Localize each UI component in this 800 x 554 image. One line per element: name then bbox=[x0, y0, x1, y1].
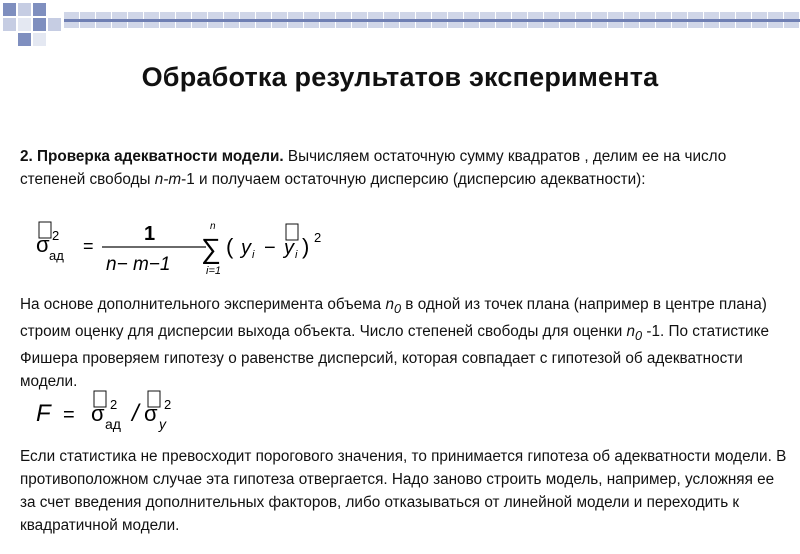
sigma-exponent: 2 bbox=[164, 397, 172, 412]
sigma-subscript: y bbox=[159, 416, 166, 432]
minus-sign: − bbox=[264, 237, 276, 259]
var-n-subscript: 0 bbox=[635, 328, 643, 344]
var-n0 bbox=[385, 296, 402, 317]
paragraph-text: в одной из точек плана (например в центре плана) строим оценку для дисперсии выхода объекта. Число степеней свободы для оценки bbox=[20, 296, 767, 341]
division-slash: / bbox=[132, 400, 139, 427]
deco-square bbox=[48, 18, 61, 31]
sigma-subscript: ад bbox=[49, 248, 64, 263]
open-paren: ( bbox=[226, 234, 234, 259]
sum-upper-limit: n bbox=[210, 221, 216, 232]
deco-square bbox=[3, 18, 16, 31]
header-rule-line bbox=[64, 19, 800, 22]
sigma-symbol: σ bbox=[144, 401, 158, 426]
var-y-hat: y bbox=[284, 237, 294, 259]
equals-sign: = bbox=[63, 404, 75, 426]
slide-title: Обработка результатов эксперимента bbox=[141, 62, 659, 92]
var-n: n bbox=[385, 296, 394, 313]
var-y-hat-index: i bbox=[295, 249, 298, 261]
paragraph-text: Вычисляем остаточную сумму квадратов , делим ее на число степеней свободы bbox=[20, 148, 727, 188]
paragraph-additional-experiment bbox=[20, 293, 790, 393]
fraction-denominator: n− m−1 bbox=[106, 254, 171, 275]
deco-square bbox=[33, 18, 46, 31]
var-y-index: i bbox=[252, 249, 255, 261]
fraction-numerator: 1 bbox=[144, 223, 156, 245]
paragraph-adequacy-check bbox=[20, 145, 790, 191]
deco-square bbox=[18, 3, 31, 16]
paragraph-text: -1 и получаем остаточную дисперсию (дисперсию адекватности): bbox=[181, 171, 646, 188]
deco-square bbox=[33, 3, 46, 16]
equals-sign: = bbox=[83, 236, 94, 256]
paragraph-text: -1. По статистике Фишера проверяем гипотезу о равенстве дисперсий, которая совпадает с гипотезой об адекватности модели. bbox=[20, 323, 769, 391]
var-n0 bbox=[626, 323, 643, 344]
deco-square bbox=[18, 33, 31, 46]
paragraph-lead: 2. Проверка адекватности модели. bbox=[20, 148, 284, 165]
var-y: y bbox=[241, 237, 251, 259]
deco-square bbox=[3, 3, 16, 16]
var-n: n bbox=[626, 323, 635, 341]
sigma-symbol: σ bbox=[36, 232, 50, 257]
outer-exponent: 2 bbox=[314, 230, 322, 245]
sigma-symbol: σ bbox=[91, 401, 105, 426]
sigma-exponent: 2 bbox=[110, 397, 118, 412]
close-paren: ) bbox=[302, 234, 310, 259]
var-n-m: n-m bbox=[154, 171, 182, 188]
sigma-exponent: 2 bbox=[52, 228, 60, 243]
sum-lower-limit: i=1 bbox=[206, 265, 221, 277]
var-n-subscript: 0 bbox=[393, 301, 402, 317]
formula-fisher-statistic bbox=[36, 389, 216, 439]
var-F: F bbox=[36, 400, 51, 427]
deco-square bbox=[33, 33, 46, 46]
header-rule bbox=[64, 12, 800, 28]
sum-symbol: ∑ bbox=[201, 233, 221, 264]
paragraph-text: На основе дополнительного эксперимента объема bbox=[20, 296, 386, 313]
paragraph-conclusion: Если статистика не превосходит порогового значения, то принимается гипотеза об адекватности модели. В противоположном случае эта гипотеза отвергается. Надо заново строить модель, например, усложняя ее за счет введения дополнительных факторов, либо отказываться от линейной модели и переходить к квадратичной модели. bbox=[20, 448, 787, 534]
formula-residual-variance bbox=[36, 216, 326, 280]
deco-square bbox=[18, 18, 31, 31]
sigma-subscript: ад bbox=[105, 416, 121, 432]
